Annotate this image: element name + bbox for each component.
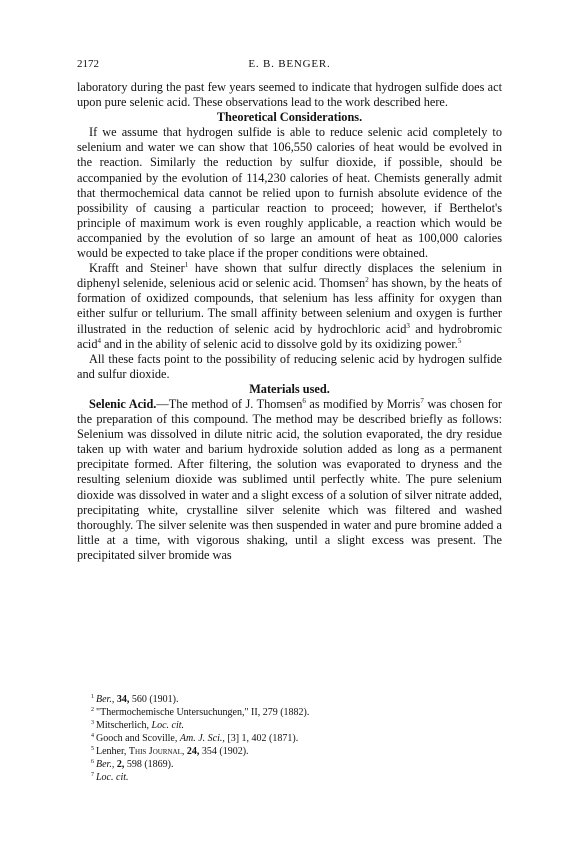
theoretical-paragraph-1: If we assume that hydrogen sulfide is able to reduce selenic acid completely to selenium and water we can show that 106,550 calories of heat would be evolved in the reaction. Similarly the reduction by sulfur dioxide, if possible, should be accompanied by the evolution of 114,230 calories of heat. Chemists generally admit that thermochemical data cannot be relied upon to furnish absolute evidence of the possibility of causing a particular reaction to proceed; however, if Berthelot's principle of maximum work is even roughly applicable, a reaction which would be accompanied by the evolution of so large an amount of heat as 100,000 calories would be expected to take place if the proper conditions were obtained. (77, 125, 502, 261)
section-heading-materials: Materials used. (249, 381, 330, 396)
footnote-ref: 2 (365, 276, 369, 285)
footnote-ref: 3 (406, 321, 410, 330)
footnotes (91, 693, 491, 784)
page-number: 2172 (77, 58, 99, 70)
body-text (77, 80, 502, 563)
materials-paragraph-1: Selenic Acid.—The method of J. Thomsen$^6$ as modified by Morris$^7$ was chosen for the preparation of this compound. The method may be described briefly as follows: Selenium was dissolved in dilute nitric acid, the solution evaporated, the dry residue taken up with water and barium hydroxide solution added as long as a permanent precipitate formed. After filtering, the solution was evaporated to dryness and the resulting selenium dioxide was sublimed until perfectly white. The pure selenium dioxide was dissolved in water and a slight excess of a solution of silver nitrate added, precipitating white, crystalline silver selenite which was filtered and washed thoroughly. The silver selenite was then suspended in water and pure bromine added a little at a time, with vigorous shaking, until a slight excess was present. The precipitated silver bromide was (77, 396, 502, 562)
page-header (77, 58, 502, 74)
footnote-ref: 4 (97, 336, 101, 345)
footnote-ref: 7 (420, 396, 424, 405)
footnote-ref: 5 (457, 336, 462, 345)
running-head: E. B. BENGER. (248, 58, 331, 70)
theoretical-paragraph-3: All these facts point to the possibility of reducing selenic acid by hydrogen sulfide and sulfur dioxide. (77, 351, 502, 381)
footnote-5: $^5$ Lenher, This Journal, 24, 354 (1902). (91, 745, 249, 757)
footnote-1: $^1$ Ber., 34, 560 (1901). (91, 693, 179, 705)
footnote-3: $^3$ Mitscherlich, Loc. cit. (91, 719, 185, 731)
footnote-6: $^6$ Ber., 2, 598 (1869). (91, 758, 174, 770)
intro-paragraph: laboratory during the past few years seemed to indicate that hydrogen sulfide does act upon pure selenic acid. These observations lead to the work described here. (77, 80, 502, 110)
theoretical-paragraph-2: Krafft and Steiner$^1$ have shown that sulfur directly displaces the selenium in diphenyl selenide, selenious acid or selenic acid. Thomsen$^2$ has shown, by the heats of formation of oxidized compounds, that selenium has less affinity for oxygen than either sulfur or tellurium. The small affinity between selenium and oxygen is further illustrated in the reduction of selenic acid by hydrochloric acid$^3$ and hydrobromic acid$^4$ and in the ability of selenic acid to dissolve gold by its oxidizing power.$^5$ (77, 261, 502, 351)
footnote-ref: 6 (302, 396, 306, 405)
section-heading-theoretical: Theoretical Considerations. (216, 110, 363, 125)
footnote-2: $^2$ "Thermochemische Untersuchungen," II, 279 (1882). (91, 706, 310, 718)
footnote-7: $^7$ Loc. cit. (91, 771, 129, 783)
footnote-4: $^4$ Gooch and Scoville, Am. J. Sci., [3] 1, 402 (1871). (91, 732, 299, 744)
footnote-ref: 1 (184, 261, 189, 270)
runin-heading: Selenic Acid. (89, 396, 157, 411)
